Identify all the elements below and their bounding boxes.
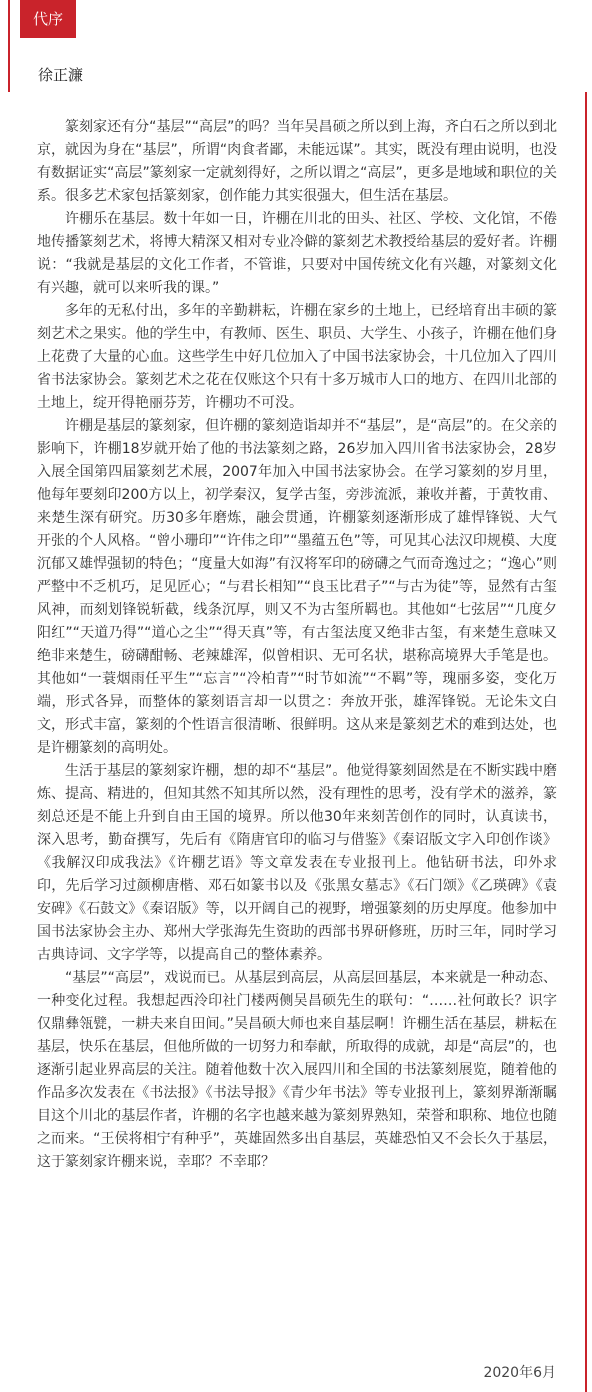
- paragraph: 多年的无私付出，多年的辛勤耕耘，许棚在家乡的土地上，已经培育出丰硕的篆刻艺术之果实。他的学生中，有教师、医生、职员、大学生、小孩子，许棚在他们身上花费了大量的心血。这些学生中好几位加入了中国书法家协会，十几位加入了四川省书法家协会。篆刻艺术之花在仅账这个只有十多万城市人口的地方、在四川北部的土地上，绽开得艳丽芬芳，许棚功不可没。: [37, 303, 557, 411]
- paragraph: 许棚乐在基层。数十年如一日，许棚在川北的田头、社区、学校、文化馆，不倦地传播篆刻艺术，将博大精深又相对专业冷僻的篆刻艺术教授给基层的爱好者。许棚说：“我就是基层的文化工作者，不管谁，只要对中国传统文化有兴趣，对篆刻文化有兴趣，就可以来听我的课。”: [37, 211, 557, 296]
- accent-rule-left: [8, 0, 10, 92]
- accent-rule-right: [585, 92, 587, 1392]
- article-date: 2020年6月: [483, 1365, 556, 1381]
- section-tag: 代序: [20, 0, 76, 38]
- paragraph: 许棚是基层的篆刻家，但许棚的篆刻造诣却并不“基层”，是“高层”的。在父亲的影响下，许棚18岁就开始了他的书法篆刻之路，26岁加入四川省书法家协会，28岁入展全国第四届篆刻艺术展，2007年加入中国书法家协会。在学习篆刻的岁月里，他每年要刻印200方以上，初学秦汉，复学古玺，旁涉流派，兼收并蓄，于黄牧甫、来楚生深有研究。历30多年磨炼，融会贯通，许棚篆刻逐渐形成了雄悍锋锐、大气开张的个人风格。“曾小珊印”“许伟之印”“墨蕴五色”等，可见其心法汉印规模、大度沉郁又雄悍强韧的特色；“度量大如海”有汉将军印的磅礴之气而奇逸过之；“逸心”则严整中不乏机巧，足见匠心；“与君长相知”“良玉比君子”“与古为徒”等，显然有古玺风神，而刻划锋锐斩截，线条沉厚，则又不为古玺所羁也。其他如“七弦居”“几度夕阳红”“天道乃得”“道心之尘”“得天真”等，有古玺法度又绝非古玺，有来楚生意味又绝非来楚生，磅礴酣畅、老辣雄浑，似曾相识、无可名状，堪称高境界大手笔是也。其他如“一蓑烟雨任平生”“忘言”“冷柏青”“时节如流”“不羁”等，瑰丽多姿，变化万端，形式各异，而整体的篆刻语言却一以贯之：奔放开张，雄浑锋锐。无论朱文白文，形式丰富，篆刻的个性语言很清晰、很鲜明。这从来是篆刻艺术的难到达处，也是许棚篆刻的高明处。: [37, 418, 557, 756]
- paragraph: 篆刻家还有分“基层”“高层”的吗？当年吴昌硕之所以到上海，齐白石之所以到北京，就因为身在“基层”，所谓“肉食者鄙，未能远谋”。其实，既没有理由说明，也没有数据证实“高层”篆刻家一定就刻得好，之所以谓之“高层”，更多是地域和职位的关系。很多艺术家包括篆刻家，创作能力其实很强大，但生活在基层。: [37, 119, 557, 204]
- author-name: 徐正濂: [38, 66, 84, 84]
- paragraph: 生活于基层的篆刻家许棚，想的却不“基层”。他觉得篆刻固然是在不断实践中磨炼、提高、精进的，但知其然不知其所以然，没有理性的思考，没有学术的滋养，篆刻总还是不能上升到自由王国的境界。所以他30年来刻苦创作的同时，认真读书，深入思考，勤奋撰写，先后有《隋唐官印的临习与借鉴》《秦诏版文字入印创作谈》《我解汉印成我法》《许棚艺语》等文章发表在专业报刊上。他钻研书法，印外求印，先后学习过颜柳唐楷、邓石如篆书以及《张黑女墓志》《石门颂》《乙瑛碑》《袁安碑》《石鼓文》《秦诏版》等，以开阔自己的视野，增强篆刻的历史厚度。他参加中国书法家协会主办、郑州大学张海先生资助的西部书界研修班，历时三年，同时学习古典诗词、文字学等，以提高自己的整体素养。: [37, 763, 557, 963]
- paragraph: “基层”“高层”，戏说而已。从基层到高层，从高层回基层，本来就是一种动态、一种变化过程。我想起西泠印社门楼两侧吴昌硕先生的联句：“……社何敢长？识字仅鼎彝瓴甓，一耕夫来自田间。”吴昌硕大师也来自基层啊！许棚生活在基层，耕耘在基层，快乐在基层，但他所做的一切努力和奉献，所取得的成就，却是“高层”的，也逐渐引起业界高层的关注。随着他数十次入展四川和全国的书法篆刻展览，随着他的作品多次发表在《书法报》《书法导报》《青少年书法》等专业报刊上，篆刻界渐渐瞩目这个川北的基层作者，许棚的名字也越来越为篆刻界熟知，荣誉和职称、地位也随之而来。“王侯将相宁有种乎”，英雄固然多出自基层，英雄恐怕又不会长久于基层，这于篆刻家许棚来说，幸耶？不幸耶？: [37, 970, 557, 1170]
- article-body: [37, 116, 557, 1174]
